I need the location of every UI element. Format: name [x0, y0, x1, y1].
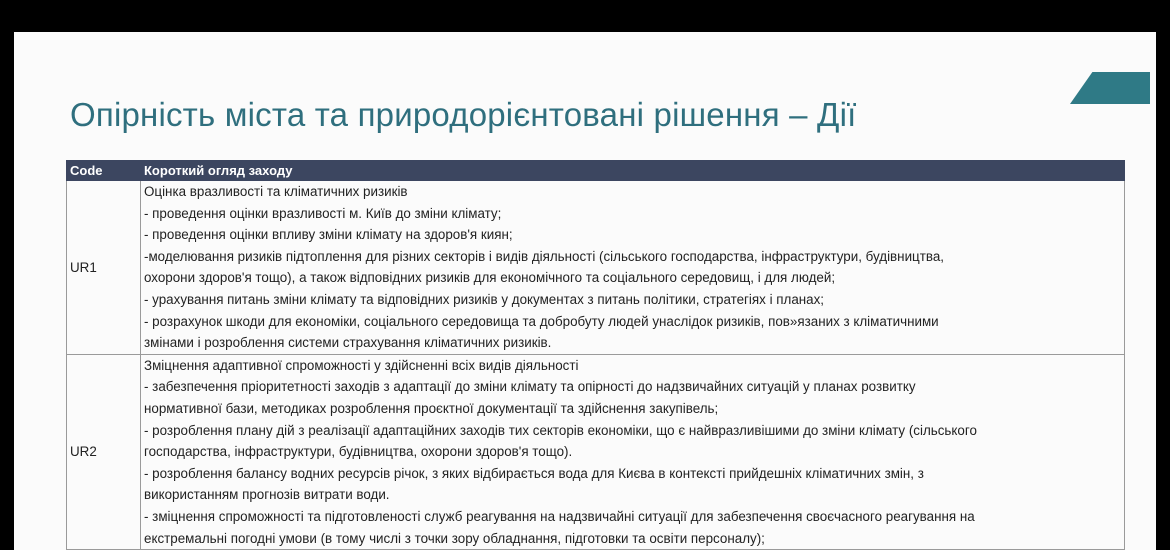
- description-line: Зміцнення адаптивної спроможності у здійсненні всіх видів діяльності: [144, 357, 579, 373]
- table-header-row: [67, 161, 1125, 181]
- top-black-bar: [0, 0, 1170, 32]
- description-line: господарства, інфраструктури, будівництва, охорони здоров'я тощо).: [144, 444, 573, 460]
- description-line: використанням прогнозів витрати води.: [144, 487, 390, 503]
- description-line: змінами і розроблення системи страхування кліматичних ризиків.: [144, 335, 552, 351]
- description-line: - розроблення плану дій з реалізації адаптаційних заходів тих секторів економіки, що є найвразливішими до зміни клімату (сільського: [144, 422, 977, 438]
- description-line: охорони здоров'я тощо), а також відповідних ризиків для економічного та соціального середовищ, і для людей;: [144, 270, 836, 286]
- row-code-ur1: UR1: [67, 181, 141, 355]
- description-line: - урахування питань зміни клімату та відповідних ризиків у документах з питань політики, стратегіях і планах;: [144, 291, 825, 307]
- row-description-ur1: [141, 181, 1125, 355]
- header-summary: Короткий огляд заходу: [141, 161, 1125, 181]
- header-code: Code: [67, 161, 141, 181]
- description-line: - розрахунок шкоди для економіки, соціального середовища та добробуту людей унаслідок ризиків, пов»язаних з кліматичними: [144, 313, 939, 329]
- description-line: екстремальні погодні умови (в тому числі з точки зору обладнання, підготовки та освіти персоналу);: [144, 530, 765, 546]
- description-line: Оцінка вразливості та кліматичних ризиків: [144, 184, 408, 199]
- description-line: -моделювання ризиків підтоплення для різних секторів і видів діяльності (сільського господарства, інфраструктури, будівництва,: [144, 248, 944, 264]
- description-line: - розроблення балансу водних ресурсів річок, з яких відбирається вода для Києва в контексті прийдешніх кліматичних змін, з: [144, 465, 924, 481]
- description-line: - зміцнення спроможності та підготовленості служб реагування на надзвичайні ситуації для забезпечення своєчасного реагування на: [144, 508, 975, 524]
- slide-title: Опірність міста та природорієнтовані рішення – Дії: [70, 96, 857, 133]
- table-row: [67, 354, 1125, 549]
- description-line: - проведення оцінки впливу зміни клімату на здоров'я киян;: [144, 227, 513, 243]
- description-line: - проведення оцінки вразливості м. Київ до зміни клімату;: [144, 205, 502, 221]
- row-code-ur2: UR2: [67, 354, 141, 549]
- description-line: - забезпечення пріоритетності заходів з адаптації до зміни клімату та опірності до надзвичайних ситуацій у планах розвитку: [144, 379, 916, 395]
- description-line: нормативної бази, методиках розроблення проєктної документації та здійснення закупівель;: [144, 400, 719, 416]
- actions-table: [66, 160, 1125, 550]
- right-black-edge: [1156, 32, 1170, 550]
- row-description-ur2: [141, 354, 1125, 549]
- table-row: [67, 181, 1125, 355]
